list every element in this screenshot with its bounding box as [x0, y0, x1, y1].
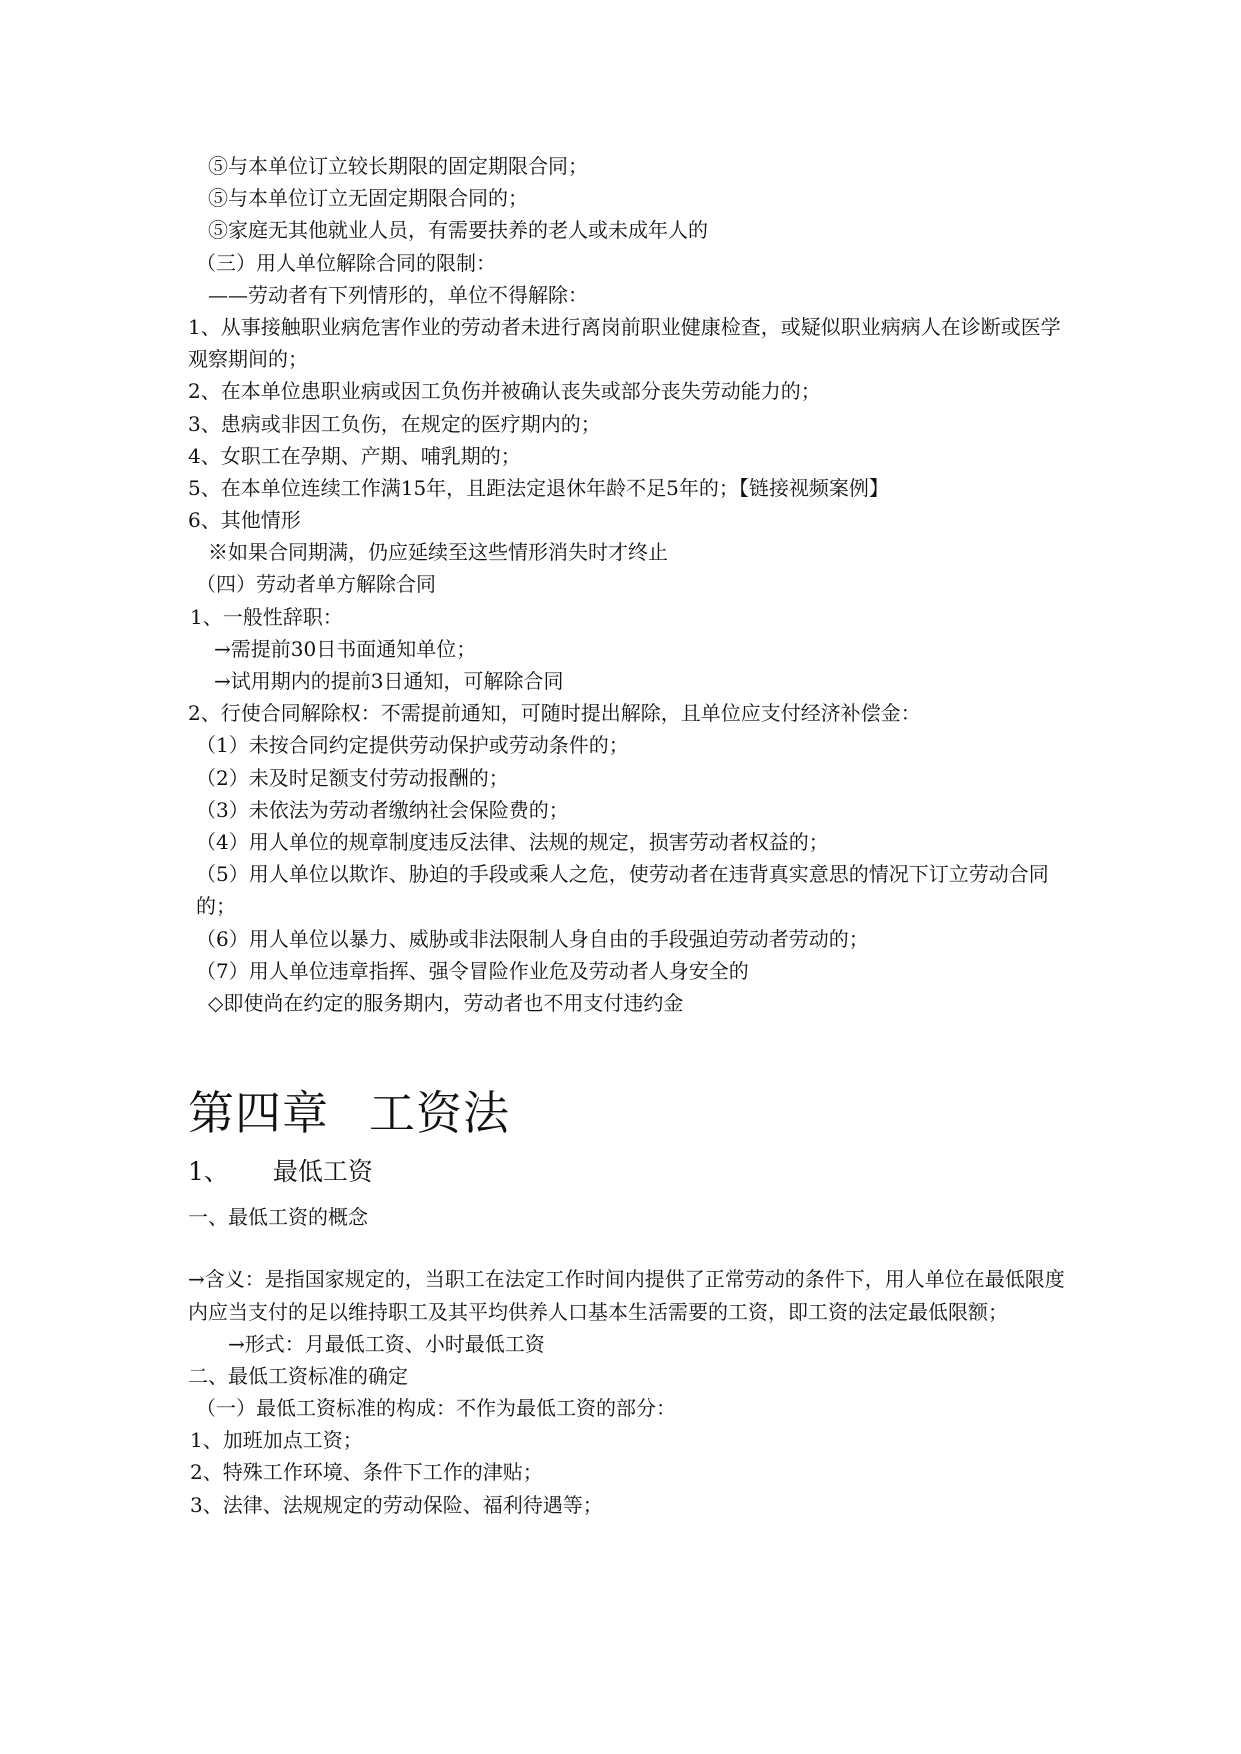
list-item: （2）未及时足额支付劳动报酬的；	[196, 765, 509, 790]
text-line: →形式：月最低工资、小时最低工资	[228, 1331, 545, 1356]
subheading: 二、最低工资标准的确定	[188, 1363, 408, 1388]
list-item: 4、女职工在孕期、产期、哺乳期的；	[188, 443, 521, 468]
note-line: ※如果合同期满，仍应延续至这些情形消失时才终止	[208, 540, 668, 565]
list-item: （5）用人单位以欺诈、胁迫的手段或乘人之危，使劳动者在违背真实意思的情况下订立劳动合同的；	[196, 862, 1049, 919]
spacer	[188, 1019, 1068, 1085]
list-item: 3、患病或非因工负伤，在规定的医疗期内的；	[188, 411, 601, 436]
spacer	[188, 1233, 1068, 1263]
list-item: 2、行使合同解除权：不需提前通知，可随时提出解除，且单位应支付经济补偿金：	[188, 701, 921, 726]
text-line: ⑤与本单位订立较长期限的固定期限合同；	[208, 154, 588, 178]
chapter-number: 第四章	[188, 1086, 329, 1141]
list-item: 6、其他情形	[188, 508, 301, 533]
subheading: 一、最低工资的概念	[188, 1205, 368, 1230]
list-item: （4）用人单位的规章制度违反法律、法规的规定，损害劳动者权益的；	[196, 829, 829, 854]
list-item: 2、在本单位患职业病或因工负伤并被确认丧失或部分丧失劳动能力的；	[188, 379, 821, 404]
list-item: （7）用人单位违章指挥、强令冒险作业危及劳动者人身安全的	[196, 958, 749, 983]
list-item: 3、法律、法规规定的劳动保险、福利待遇等；	[190, 1492, 603, 1517]
note-line: ◇即使尚在约定的服务期内，劳动者也不用支付违约金	[208, 990, 684, 1015]
document-page	[188, 150, 1068, 1521]
subheading: （三）用人单位解除合同的限制：	[196, 250, 496, 275]
list-item: （1）未按合同约定提供劳动保护或劳动条件的；	[196, 733, 629, 758]
list-item: 2、特殊工作环境、条件下工作的津贴；	[190, 1460, 543, 1485]
list-item: 5、在本单位连续工作满15年，且距法定退休年龄不足5年的；【链接视频案例】	[188, 475, 889, 500]
list-item: 1、从事接触职业病危害作业的劳动者未进行离岗前职业健康检查，或疑似职业病病人在诊断或医学观察期间的；	[188, 314, 1061, 372]
section-title: 最低工资	[272, 1157, 373, 1187]
text-line: ⑤家庭无其他就业人员，有需要扶养的老人或未成年人的	[208, 218, 708, 243]
subheading: （一）最低工资标准的构成：不作为最低工资的部分：	[196, 1396, 676, 1421]
text-line: →需提前30日书面通知单位；	[214, 636, 477, 661]
section-heading	[188, 1155, 1068, 1189]
subheading: （四）劳动者单方解除合同	[196, 572, 436, 597]
chapter-title: 工资法	[369, 1086, 510, 1141]
text-line: ⑤与本单位订立无固定期限合同的；	[208, 186, 528, 211]
chapter-heading	[188, 1085, 1068, 1141]
text-line: ——劳动者有下列情形的，单位不得解除：	[208, 282, 588, 307]
list-item: （3）未依法为劳动者缴纳社会保险费的；	[196, 797, 569, 822]
text-line: →试用期内的提前3日通知，可解除合同	[214, 669, 564, 694]
definition-paragraph: →含义：是指国家规定的，当职工在法定工作时间内提供了正常劳动的条件下，用人单位在最低限度内应当支付的足以维持职工及其平均供养人口基本生活需要的工资，即工资的法定最低限额；	[188, 1267, 1065, 1324]
section-number: 1、	[188, 1157, 229, 1187]
list-item: 1、加班加点工资；	[190, 1428, 363, 1453]
list-item: （6）用人单位以暴力、威胁或非法限制人身自由的手段强迫劳动者劳动的；	[196, 926, 869, 951]
list-item: 1、一般性辞职：	[190, 604, 343, 629]
